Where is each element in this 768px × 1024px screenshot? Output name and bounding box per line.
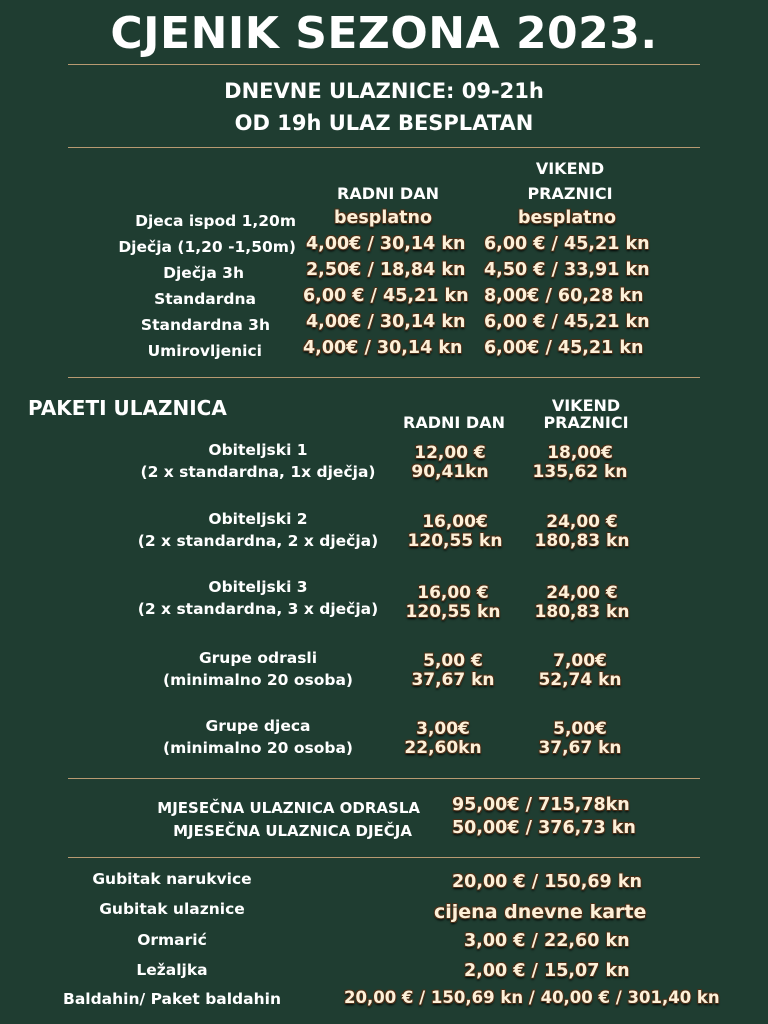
col-header-holidays: PRAZNICI: [543, 413, 629, 432]
extra-price: 2,00 € / 15,07 kn: [464, 961, 630, 981]
package-weekday-eur: 16,00 €: [417, 583, 489, 603]
package-weekend-kn: 37,67 kn: [538, 738, 622, 758]
package-weekend-eur: 5,00€: [553, 719, 607, 739]
package-name: Grupe djeca: [205, 717, 311, 735]
extra-label: Ležaljka: [136, 961, 208, 979]
col-header-weekend: VIKEND: [535, 159, 605, 178]
package-detail: (minimalno 20 osoba): [162, 739, 354, 757]
daily-row-label: Dječja 3h: [163, 264, 244, 282]
package-weekday-kn: 90,41kn: [411, 462, 489, 482]
packages-section-title: PAKETI ULAZNICA: [28, 396, 227, 420]
package-weekend-kn: 52,74 kn: [538, 670, 622, 690]
daily-row-label: Djeca ispod 1,20m: [135, 212, 296, 230]
package-weekday-kn: 37,67 kn: [411, 670, 495, 690]
package-weekday-eur: 5,00 €: [423, 651, 483, 671]
daily-row-weekend-price: 6,00 € / 45,21 kn: [484, 234, 650, 254]
divider: [68, 377, 700, 378]
package-name: Obiteljski 1: [208, 441, 308, 459]
daily-row-label: Dječja (1,20 -1,50m): [118, 238, 296, 256]
package-name: Grupe odrasli: [198, 649, 318, 667]
extra-label: Gubitak ulaznice: [99, 900, 245, 918]
daily-row-weekend-price: 6,00 € / 45,21 kn: [484, 312, 650, 332]
col-header-holidays: PRAZNICI: [527, 184, 613, 203]
daily-row-weekday-price: 6,00 € / 45,21 kn: [303, 286, 469, 306]
extra-label: Baldahin/ Paket baldahin: [63, 990, 281, 1008]
extra-price: cijena dnevne karte: [434, 901, 647, 923]
package-weekday-eur: 12,00 €: [414, 443, 486, 463]
page-title: CJENIK SEZONA 2023.: [110, 8, 658, 59]
divider: [68, 857, 700, 858]
daily-row-label: Standardna: [154, 290, 256, 308]
monthly-price: 50,00€ / 376,73 kn: [452, 818, 636, 838]
monthly-label: MJESEČNA ULAZNICA ODRASLA: [157, 799, 420, 817]
daily-row-weekday-price: 4,00€ / 30,14 kn: [306, 312, 466, 332]
package-weekend-kn: 180,83 kn: [534, 531, 630, 551]
package-name: Obiteljski 3: [208, 578, 308, 596]
free-entry-line: OD 19h ULAZ BESPLATAN: [234, 111, 534, 135]
monthly-label: MJESEČNA ULAZNICA DJEČJA: [173, 822, 412, 840]
package-weekend-eur: 24,00 €: [546, 583, 618, 603]
daily-row-weekend-price: 6,00€ / 45,21 kn: [484, 338, 644, 358]
extra-price: 20,00 € / 150,69 kn: [452, 872, 642, 892]
daily-row-weekday-price: besplatno: [334, 208, 432, 228]
package-weekend-kn: 135,62 kn: [532, 462, 628, 482]
daily-row-weekday-price: 4,00€ / 30,14 kn: [306, 234, 466, 254]
package-detail: (2 x standardna, 2 x dječja): [137, 532, 379, 550]
package-detail: (2 x standardna, 3 x dječja): [137, 600, 379, 618]
daily-row-weekend-price: 8,00€ / 60,28 kn: [484, 286, 644, 306]
package-weekday-kn: 22,60kn: [404, 738, 482, 758]
divider: [68, 778, 700, 779]
package-detail: (minimalno 20 osoba): [162, 671, 354, 689]
package-weekday-kn: 120,55 kn: [407, 531, 503, 551]
package-weekday-kn: 120,55 kn: [405, 602, 501, 622]
package-weekday-eur: 16,00€: [422, 512, 488, 532]
col-header-weekend: VIKEND: [551, 396, 621, 415]
package-weekend-eur: 18,00€: [547, 443, 613, 463]
monthly-price: 95,00€ / 715,78kn: [452, 795, 630, 815]
divider: [68, 147, 700, 148]
package-name: Obiteljski 2: [208, 510, 308, 528]
package-weekend-kn: 180,83 kn: [534, 602, 630, 622]
extra-price: 20,00 € / 150,69 kn / 40,00 € / 301,40 kn: [344, 988, 720, 1007]
daily-row-label: Standardna 3h: [140, 316, 270, 334]
package-detail: (2 x standardna, 1x dječja): [140, 463, 376, 481]
daily-row-weekday-price: 4,00€ / 30,14 kn: [303, 338, 463, 358]
extra-price: 3,00 € / 22,60 kn: [464, 931, 630, 951]
col-header-weekday: RADNI DAN: [403, 413, 505, 432]
daily-row-weekday-price: 2,50€ / 18,84 kn: [306, 260, 466, 280]
daily-row-label: Umirovljenici: [147, 342, 262, 360]
package-weekend-eur: 7,00€: [553, 651, 607, 671]
package-weekend-eur: 24,00 €: [546, 512, 618, 532]
daily-row-weekend-price: 4,50 € / 33,91 kn: [484, 260, 650, 280]
package-weekday-eur: 3,00€: [416, 719, 470, 739]
extra-label: Gubitak narukvice: [92, 870, 252, 888]
hours-line: DNEVNE ULAZNICE: 09-21h: [224, 79, 544, 103]
divider: [68, 64, 700, 65]
extra-label: Ormarić: [137, 931, 207, 949]
col-header-weekday: RADNI DAN: [337, 184, 439, 203]
daily-row-weekend-price: besplatno: [518, 208, 616, 228]
